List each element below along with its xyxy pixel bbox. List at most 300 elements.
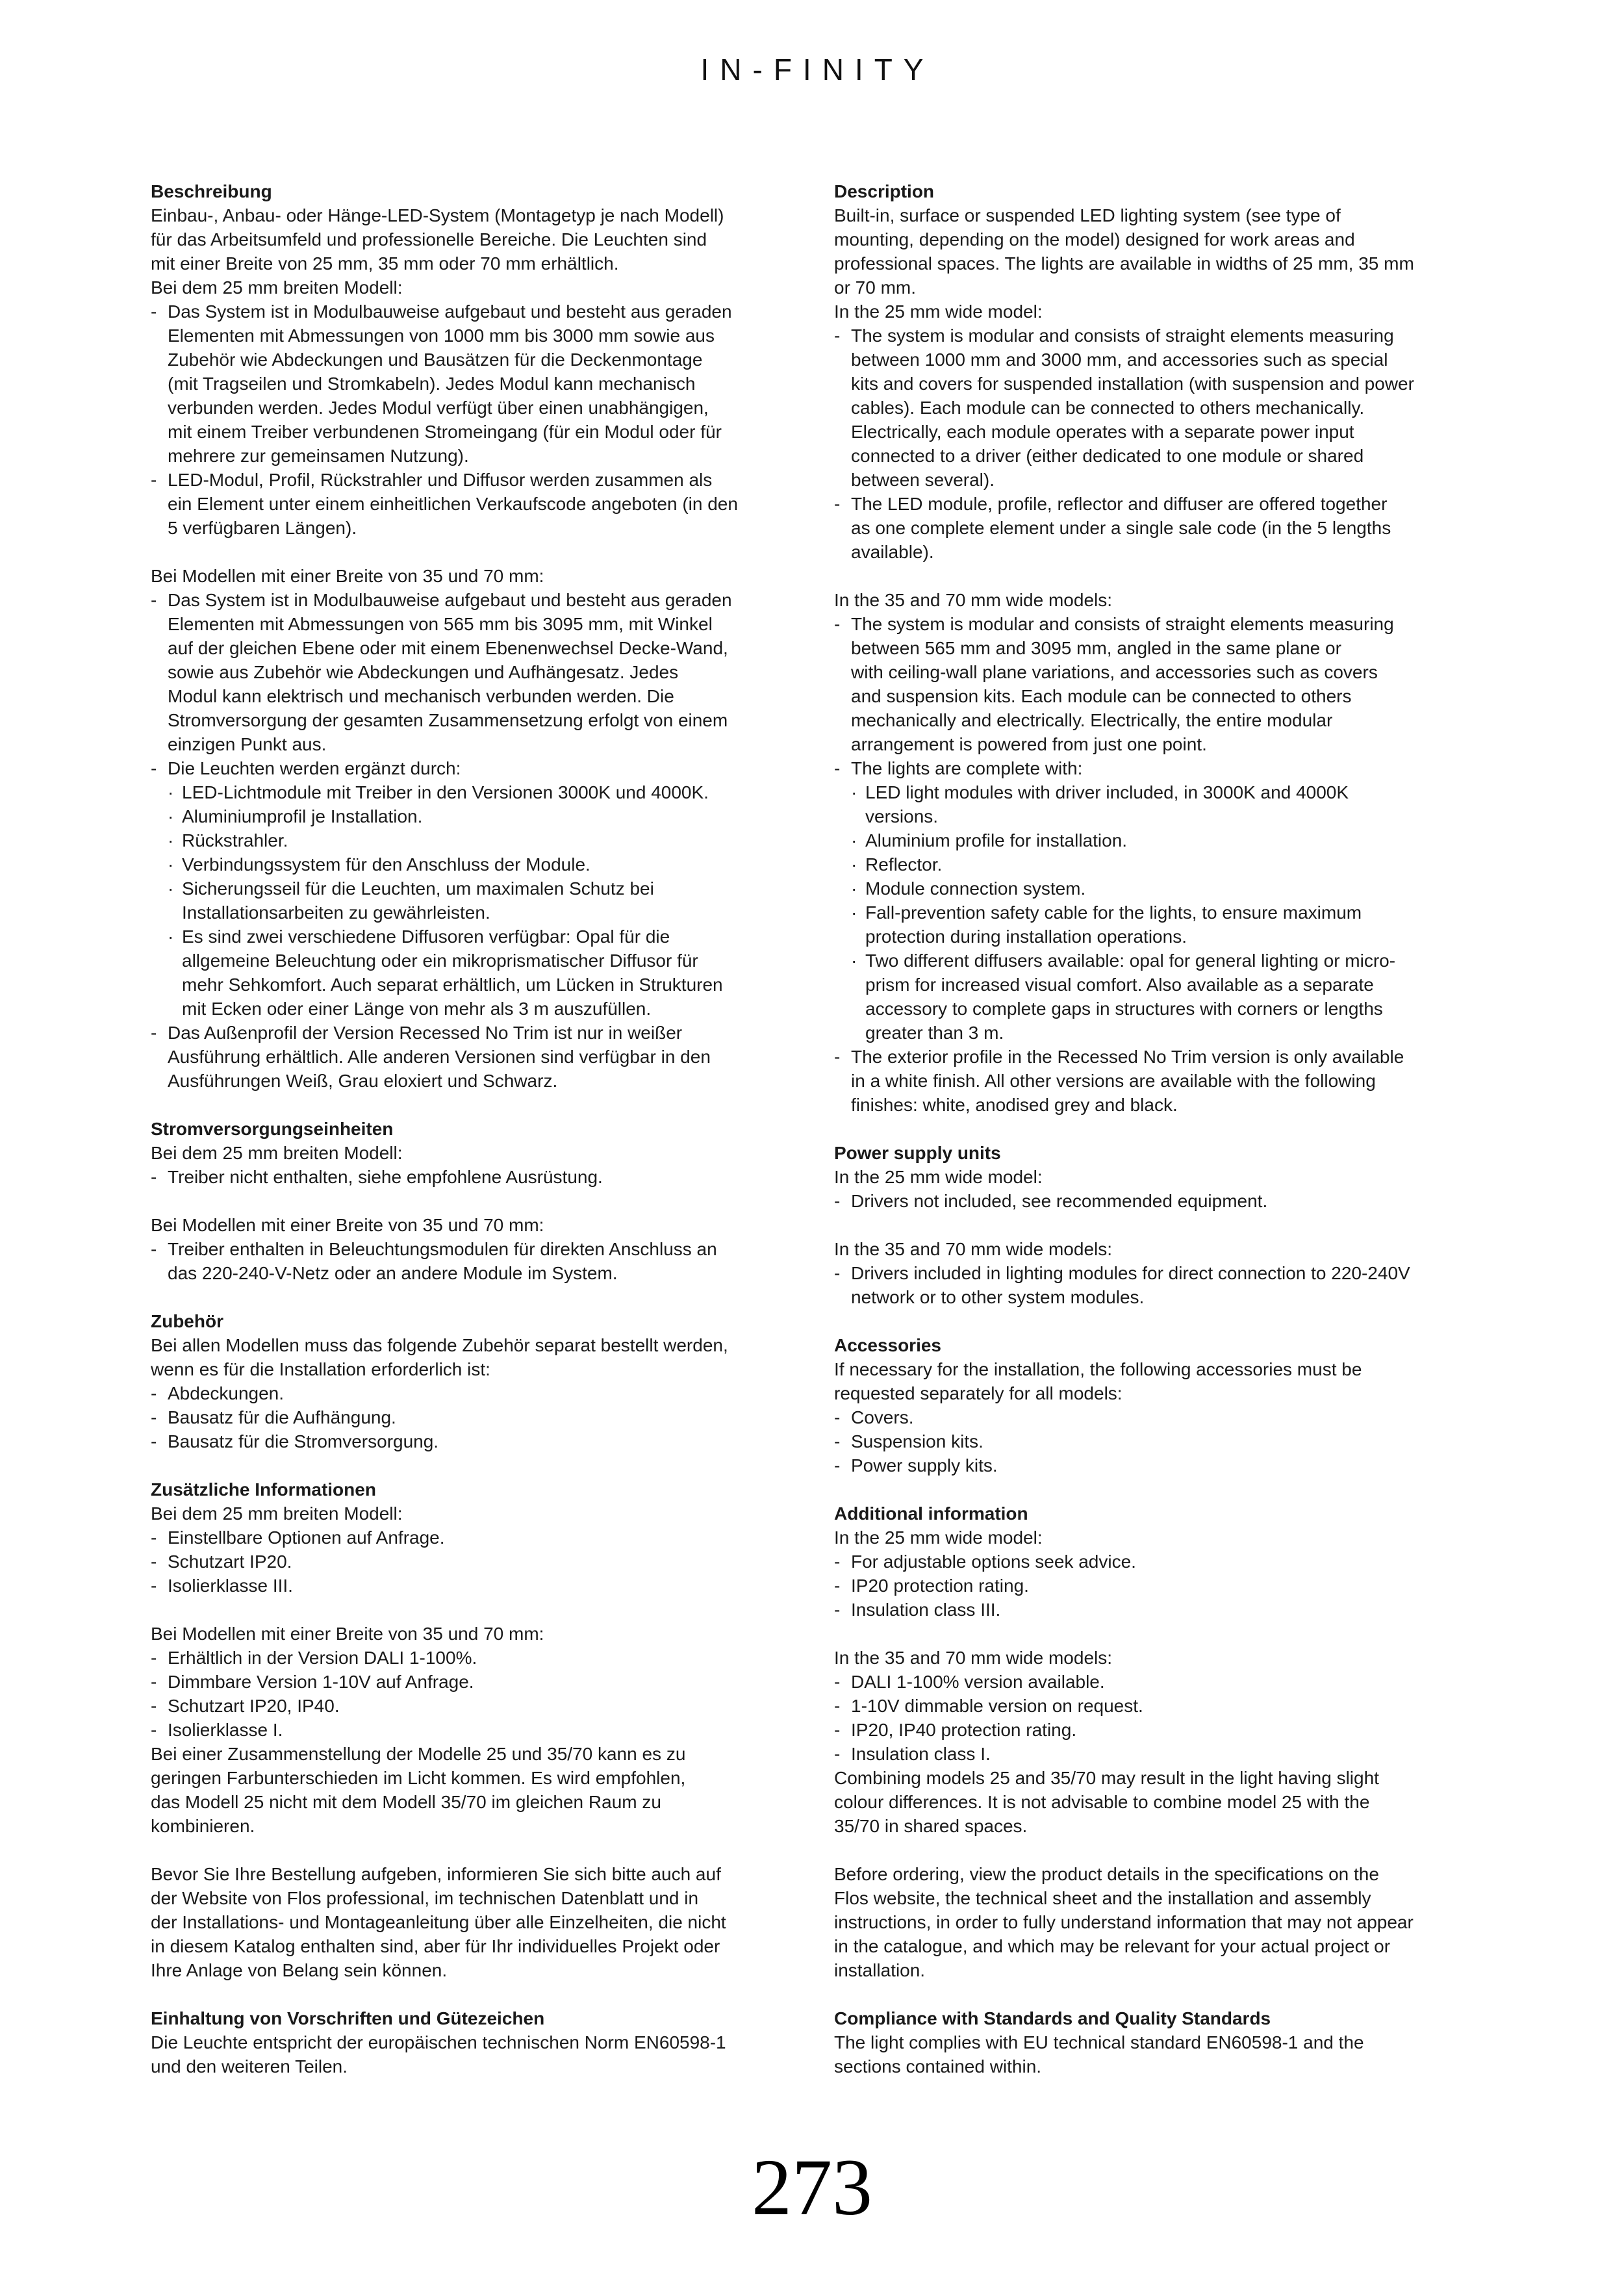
- dash-bullet-icon: -: [834, 614, 841, 634]
- paragraph-line: [151, 1910, 800, 1934]
- line-text: Abdeckungen.: [168, 1383, 285, 1403]
- line-text: accessory to complete gaps in structures with corners or lengths: [865, 999, 1383, 1019]
- line-text: between several).: [851, 470, 995, 490]
- bullet-continuation: [834, 660, 1484, 684]
- paragraph-line: [834, 1526, 1484, 1550]
- dash-bullet-icon: -: [834, 758, 841, 778]
- line-text: arrangement is powered from just one point.: [851, 734, 1207, 754]
- paragraph-line: [834, 1958, 1484, 1982]
- line-text: Das System ist in Modulbauweise aufgebaut und besteht aus geraden: [168, 590, 732, 610]
- dot-bullet-icon: ·: [168, 854, 174, 875]
- blank-line: [834, 1213, 1484, 1237]
- section-heading: [834, 1333, 1484, 1357]
- paragraph-line: [151, 1213, 800, 1237]
- dash-bullet-icon: -: [834, 1455, 841, 1476]
- section-heading: [151, 1477, 800, 1501]
- bullet-continuation: [151, 420, 800, 444]
- bullet-item: [834, 1189, 1484, 1213]
- line-text: Die Leuchte entspricht der europäischen technischen Norm EN60598-1: [151, 2032, 726, 2052]
- line-text: mehr Sehkomfort. Auch separat erhältlich, um Lücken in Strukturen: [182, 975, 723, 995]
- bullet-continuation: [151, 444, 800, 468]
- line-text: Fall-prevention safety cable for the lights, to ensure maximum: [865, 902, 1362, 923]
- sub-bullet-continuation: [834, 997, 1484, 1021]
- line-text: der Installations- und Montageanleitung über alle Einzelheiten, die nicht: [151, 1912, 726, 1932]
- blank-line: [151, 1093, 800, 1117]
- line-text: Built-in, surface or suspended LED lighting system (see type of: [834, 205, 1341, 225]
- line-text: In the 35 and 70 mm wide models:: [834, 590, 1113, 610]
- paragraph-line: [151, 1886, 800, 1910]
- line-text: protection during installation operations.: [865, 926, 1187, 947]
- line-text: Electrically, each module operates with a separate power input: [851, 422, 1354, 442]
- line-text: The lights are complete with:: [851, 758, 1083, 778]
- line-text: das Modell 25 nicht mit dem Modell 35/70 im gleichen Raum zu: [151, 1792, 661, 1812]
- line-text: connected to a driver (either dedicated to one module or shared: [851, 446, 1364, 466]
- paragraph-line: [834, 1790, 1484, 1814]
- bullet-continuation: [834, 444, 1484, 468]
- line-text: Power supply units: [834, 1143, 1001, 1163]
- bullet-item: [151, 1646, 800, 1670]
- line-text: In the 35 and 70 mm wide models:: [834, 1648, 1113, 1668]
- line-text: The exterior profile in the Recessed No Trim version is only available: [851, 1047, 1404, 1067]
- line-text: The system is modular and consists of straight elements measuring: [851, 614, 1394, 634]
- bullet-continuation: [834, 684, 1484, 708]
- sub-bullet-continuation: [834, 925, 1484, 949]
- paragraph-line: [834, 1910, 1484, 1934]
- bullet-continuation: [151, 732, 800, 756]
- bullet-item: [151, 1550, 800, 1574]
- dot-bullet-icon: ·: [851, 830, 857, 850]
- line-text: Two different diffusers available: opal for general lighting or micro-: [865, 951, 1396, 971]
- line-text: Drivers not included, see recommended equipment.: [851, 1191, 1268, 1211]
- dash-bullet-icon: -: [151, 1023, 157, 1043]
- paragraph-line: [151, 1814, 800, 1838]
- line-text: or 70 mm.: [834, 277, 917, 298]
- dot-bullet-icon: ·: [168, 806, 174, 826]
- line-text: in diesem Katalog enthalten sind, aber für Ihr individuelles Projekt oder: [151, 1936, 720, 1956]
- section-heading: [151, 1117, 800, 1141]
- line-text: colour differences. It is not advisable to combine model 25 with the: [834, 1792, 1370, 1812]
- line-text: Additional information: [834, 1503, 1028, 1524]
- bullet-item: [834, 1574, 1484, 1598]
- line-text: prism for increased visual comfort. Also available as a separate: [865, 975, 1374, 995]
- paragraph-line: [151, 251, 800, 275]
- bullet-continuation: [834, 372, 1484, 396]
- line-text: Verbindungssystem für den Anschluss der Module.: [182, 854, 590, 875]
- line-text: Rückstrahler.: [182, 830, 288, 850]
- paragraph-line: [151, 1333, 800, 1357]
- bullet-item: [834, 1261, 1484, 1285]
- bullet-item: [151, 1526, 800, 1550]
- line-text: Stromversorgung der gesamten Zusammensetzung erfolgt von einem: [168, 710, 728, 730]
- bullet-continuation: [834, 1285, 1484, 1309]
- dot-bullet-icon: ·: [851, 878, 857, 899]
- bullet-continuation: [151, 708, 800, 732]
- line-text: Das Außenprofil der Version Recessed No Trim ist nur in weißer: [168, 1023, 683, 1043]
- bullet-continuation: [834, 708, 1484, 732]
- line-text: mit einer Breite von 25 mm, 35 mm oder 70 mm erhältlich.: [151, 253, 619, 274]
- line-text: between 565 mm and 3095 mm, angled in the same plane or: [851, 638, 1341, 658]
- paragraph-line: [151, 1934, 800, 1958]
- blank-line: [151, 1189, 800, 1213]
- line-text: DALI 1-100% version available.: [851, 1672, 1105, 1692]
- line-text: mounting, depending on the model) designed for work areas and: [834, 229, 1355, 249]
- sub-bullet-item: [834, 901, 1484, 925]
- line-text: allgemeine Beleuchtung oder ein mikroprismatischer Diffusor für: [182, 951, 698, 971]
- bullet-continuation: [151, 396, 800, 420]
- bullet-continuation: [834, 1093, 1484, 1117]
- sub-bullet-continuation: [151, 901, 800, 925]
- line-text: Elementen mit Abmessungen von 1000 mm bis 3000 mm sowie aus: [168, 326, 715, 346]
- dash-bullet-icon: -: [151, 1407, 157, 1427]
- dash-bullet-icon: -: [834, 1720, 841, 1740]
- line-text: Before ordering, view the product details in the specifications on the: [834, 1864, 1379, 1884]
- dot-bullet-icon: ·: [851, 902, 857, 923]
- dot-bullet-icon: ·: [851, 951, 857, 971]
- line-text: with ceiling-wall plane variations, and accessories such as covers: [851, 662, 1378, 682]
- line-text: In the 25 mm wide model:: [834, 1527, 1043, 1548]
- line-text: Flos website, the technical sheet and the installation and assembly: [834, 1888, 1371, 1908]
- dot-bullet-icon: ·: [168, 878, 174, 899]
- line-text: Es sind zwei verschiedene Diffusoren verfügbar: Opal für die: [182, 926, 670, 947]
- paragraph-line: [834, 1646, 1484, 1670]
- dash-bullet-icon: -: [151, 1648, 157, 1668]
- bullet-continuation: [151, 612, 800, 636]
- dash-bullet-icon: -: [151, 1167, 157, 1187]
- paragraph-line: [151, 203, 800, 227]
- section-heading: [834, 1141, 1484, 1165]
- line-text: professional spaces. The lights are available in widths of 25 mm, 35 mm: [834, 253, 1414, 274]
- line-text: and suspension kits. Each module can be connected to others: [851, 686, 1352, 706]
- line-text: installation.: [834, 1960, 926, 1980]
- paragraph-line: [834, 1165, 1484, 1189]
- bullet-item: [834, 1694, 1484, 1718]
- bullet-item: [151, 468, 800, 492]
- line-text: Module connection system.: [865, 878, 1086, 899]
- line-text: Erhältlich in der Version DALI 1-100%.: [168, 1648, 477, 1668]
- sub-bullet-continuation: [151, 997, 800, 1021]
- paragraph-line: [151, 1958, 800, 1982]
- paragraph-line: [151, 1622, 800, 1646]
- line-text: IP20 protection rating.: [851, 1576, 1029, 1596]
- dash-bullet-icon: -: [834, 1263, 841, 1283]
- paragraph-line: [834, 1862, 1484, 1886]
- line-text: Einhaltung von Vorschriften und Gütezeichen: [151, 2008, 545, 2028]
- section-heading: [834, 2006, 1484, 2030]
- line-text: Einbau-, Anbau- oder Hänge-LED-System (Montagetyp je nach Modell): [151, 205, 724, 225]
- dash-bullet-icon: -: [834, 1047, 841, 1067]
- line-text: sections contained within.: [834, 2056, 1042, 2076]
- sub-bullet-item: [834, 780, 1484, 804]
- bullet-continuation: [151, 1045, 800, 1069]
- line-text: und den weiteren Teilen.: [151, 2056, 348, 2076]
- dash-bullet-icon: -: [151, 470, 157, 490]
- blank-line: [834, 1309, 1484, 1333]
- paragraph-line: [834, 1934, 1484, 1958]
- sub-bullet-item: [834, 852, 1484, 876]
- bullet-item: [834, 1670, 1484, 1694]
- dash-bullet-icon: -: [834, 1600, 841, 1620]
- bullet-continuation: [834, 732, 1484, 756]
- bullet-item: [151, 1381, 800, 1405]
- dash-bullet-icon: -: [151, 301, 157, 322]
- dash-bullet-icon: -: [834, 1552, 841, 1572]
- bullet-item: [151, 1574, 800, 1598]
- bullet-continuation: [151, 684, 800, 708]
- sub-bullet-item: [834, 828, 1484, 852]
- line-text: wenn es für die Installation erforderlich ist:: [151, 1359, 490, 1379]
- line-text: Treiber nicht enthalten, siehe empfohlene Ausrüstung.: [168, 1167, 603, 1187]
- section-heading: [834, 179, 1484, 203]
- line-text: Bei Modellen mit einer Breite von 35 und 70 mm:: [151, 1215, 544, 1235]
- dash-bullet-icon: -: [151, 1383, 157, 1403]
- dash-bullet-icon: -: [834, 494, 841, 514]
- dash-bullet-icon: -: [151, 1431, 157, 1451]
- sub-bullet-continuation: [834, 973, 1484, 997]
- line-text: Aluminium profile for installation.: [865, 830, 1128, 850]
- bullet-continuation: [834, 396, 1484, 420]
- line-text: requested separately for all models:: [834, 1383, 1123, 1403]
- line-text: Zusätzliche Informationen: [151, 1479, 376, 1500]
- line-text: Suspension kits.: [851, 1431, 983, 1451]
- bullet-item: [834, 324, 1484, 348]
- line-text: Description: [834, 181, 935, 201]
- line-text: (mit Tragseilen und Stromkabeln). Jedes Modul kann mechanisch: [168, 374, 696, 394]
- line-text: Dimmbare Version 1-10V auf Anfrage.: [168, 1672, 474, 1692]
- dash-bullet-icon: -: [834, 1191, 841, 1211]
- line-text: Modul kann elektrisch und mechanisch verbunden werden. Die: [168, 686, 674, 706]
- line-text: Bausatz für die Aufhängung.: [168, 1407, 396, 1427]
- page-number: 273: [752, 2143, 872, 2232]
- dash-bullet-icon: -: [834, 1744, 841, 1764]
- line-text: The system is modular and consists of straight elements measuring: [851, 326, 1394, 346]
- dash-bullet-icon: -: [151, 1696, 157, 1716]
- line-text: Schutzart IP20.: [168, 1552, 292, 1572]
- sub-bullet-item: [834, 949, 1484, 973]
- dash-bullet-icon: -: [151, 1576, 157, 1596]
- line-text: Beschreibung: [151, 181, 272, 201]
- line-text: Bausatz für die Stromversorgung.: [168, 1431, 439, 1451]
- line-text: greater than 3 m.: [865, 1023, 1004, 1043]
- paragraph-line: [151, 1862, 800, 1886]
- line-text: Bei dem 25 mm breiten Modell:: [151, 277, 403, 298]
- bullet-continuation: [834, 348, 1484, 372]
- paragraph-line: [151, 2054, 800, 2078]
- bullet-continuation: [151, 516, 800, 540]
- line-text: LED-Modul, Profil, Rückstrahler und Diffusor werden zusammen als: [168, 470, 713, 490]
- sub-bullet-continuation: [834, 1021, 1484, 1045]
- line-text: In the 25 mm wide model:: [834, 301, 1043, 322]
- bullet-continuation: [834, 516, 1484, 540]
- blank-line: [834, 1477, 1484, 1501]
- line-text: das 220-240-V-Netz oder an andere Module im System.: [168, 1263, 618, 1283]
- line-text: instructions, in order to fully understand information that may not appear: [834, 1912, 1414, 1932]
- paragraph-line: [834, 2054, 1484, 2078]
- line-text: Bevor Sie Ihre Bestellung aufgeben, informieren Sie sich bitte auch auf: [151, 1864, 721, 1884]
- paragraph-line: [151, 1501, 800, 1526]
- line-text: geringen Farbunterschieden im Licht kommen. Es wird empfohlen,: [151, 1768, 686, 1788]
- section-heading: [151, 179, 800, 203]
- paragraph-line: [151, 1742, 800, 1766]
- bullet-continuation: [151, 372, 800, 396]
- brand-title: IN-FINITY: [700, 53, 935, 86]
- paragraph-line: [834, 251, 1484, 275]
- line-text: in the catalogue, and which may be relevant for your actual project or: [834, 1936, 1391, 1956]
- line-text: LED-Lichtmodule mit Treiber in den Versionen 3000K und 4000K.: [182, 782, 709, 802]
- bullet-continuation: [151, 348, 800, 372]
- bullet-item: [151, 1021, 800, 1045]
- line-text: Isolierklasse III.: [168, 1576, 293, 1596]
- bullet-item: [834, 1550, 1484, 1574]
- bullet-item: [151, 1670, 800, 1694]
- dash-bullet-icon: -: [834, 1696, 841, 1716]
- blank-line: [151, 1838, 800, 1862]
- line-text: 1-10V dimmable version on request.: [851, 1696, 1143, 1716]
- line-text: 5 verfügbaren Längen).: [168, 518, 357, 538]
- line-text: versions.: [865, 806, 939, 826]
- bullet-continuation: [151, 1261, 800, 1285]
- line-text: Insulation class I.: [851, 1744, 991, 1764]
- sub-bullet-item: [151, 852, 800, 876]
- bullet-item: [834, 1429, 1484, 1453]
- line-text: Bei einer Zusammenstellung der Modelle 25 und 35/70 kann es zu: [151, 1744, 686, 1764]
- dash-bullet-icon: -: [151, 1527, 157, 1548]
- bullet-item: [151, 300, 800, 324]
- paragraph-line: [834, 203, 1484, 227]
- line-text: mit einem Treiber verbundenen Stromeingang (für ein Modul oder für: [168, 422, 722, 442]
- line-text: verbunden werden. Jedes Modul verfügt über einen unabhängigen,: [168, 398, 709, 418]
- line-text: In the 25 mm wide model:: [834, 1167, 1043, 1187]
- line-text: Insulation class III.: [851, 1600, 1001, 1620]
- line-text: 35/70 in shared spaces.: [834, 1816, 1028, 1836]
- bullet-continuation: [834, 1069, 1484, 1093]
- line-text: Stromversorgungseinheiten: [151, 1119, 394, 1139]
- paragraph-line: [834, 1814, 1484, 1838]
- line-text: Zubehör: [151, 1311, 223, 1331]
- bullet-continuation: [151, 660, 800, 684]
- paragraph-line: [151, 1141, 800, 1165]
- line-text: Zubehör wie Abdeckungen und Bausätzen für die Deckenmontage: [168, 350, 703, 370]
- line-text: für das Arbeitsumfeld und professionelle Bereiche. Die Leuchten sind: [151, 229, 707, 249]
- bullet-item: [151, 1429, 800, 1453]
- bullet-continuation: [834, 420, 1484, 444]
- paragraph-line: [151, 564, 800, 588]
- dot-bullet-icon: ·: [168, 782, 174, 802]
- bullet-continuation: [151, 324, 800, 348]
- line-text: In the 35 and 70 mm wide models:: [834, 1239, 1113, 1259]
- bullet-item: [151, 1405, 800, 1429]
- dash-bullet-icon: -: [834, 1407, 841, 1427]
- dot-bullet-icon: ·: [168, 926, 174, 947]
- line-text: Covers.: [851, 1407, 914, 1427]
- bullet-continuation: [834, 636, 1484, 660]
- line-text: kombinieren.: [151, 1816, 255, 1836]
- paragraph-line: [834, 1357, 1484, 1381]
- paragraph-line: [834, 2030, 1484, 2054]
- line-text: The LED module, profile, reflector and diffuser are offered together: [851, 494, 1388, 514]
- blank-line: [151, 540, 800, 564]
- bullet-item: [834, 1598, 1484, 1622]
- line-text: Reflector.: [865, 854, 943, 875]
- german-column: [151, 179, 800, 2078]
- line-text: Ausführungen Weiß, Grau eloxiert und Schwarz.: [168, 1071, 558, 1091]
- line-text: cables). Each module can be connected to others mechanically.: [851, 398, 1365, 418]
- line-text: Bei allen Modellen muss das folgende Zubehör separat bestellt werden,: [151, 1335, 728, 1355]
- dash-bullet-icon: -: [834, 1576, 841, 1596]
- bullet-item: [834, 1045, 1484, 1069]
- section-heading: [834, 1501, 1484, 1526]
- line-text: Ausführung erhältlich. Alle anderen Versionen sind verfügbar in den: [168, 1047, 711, 1067]
- line-text: If necessary for the installation, the following accessories must be: [834, 1359, 1362, 1379]
- sub-bullet-item: [151, 828, 800, 852]
- line-text: finishes: white, anodised grey and black.: [851, 1095, 1178, 1115]
- bullet-item: [834, 756, 1484, 780]
- bullet-continuation: [151, 1069, 800, 1093]
- english-column: [834, 179, 1484, 2078]
- line-text: Einstellbare Optionen auf Anfrage.: [168, 1527, 445, 1548]
- blank-line: [151, 1982, 800, 2006]
- line-text: auf der gleichen Ebene oder mit einem Ebenenwechsel Decke-Wand,: [168, 638, 728, 658]
- dot-bullet-icon: ·: [168, 830, 174, 850]
- bullet-item: [151, 1718, 800, 1742]
- line-text: Installationsarbeiten zu gewährleisten.: [182, 902, 490, 923]
- line-text: Bei dem 25 mm breiten Modell:: [151, 1143, 403, 1163]
- bullet-item: [834, 1405, 1484, 1429]
- bullet-item: [834, 612, 1484, 636]
- bullet-item: [151, 1237, 800, 1261]
- paragraph-line: [151, 2030, 800, 2054]
- blank-line: [834, 1117, 1484, 1141]
- line-text: LED light modules with driver included, in 3000K and 4000K: [865, 782, 1349, 802]
- line-text: Elementen mit Abmessungen von 565 mm bis 3095 mm, mit Winkel: [168, 614, 713, 634]
- line-text: Bei Modellen mit einer Breite von 35 und 70 mm:: [151, 566, 544, 586]
- line-text: mechanically and electrically. Electrically, the entire modular: [851, 710, 1333, 730]
- line-text: Schutzart IP20, IP40.: [168, 1696, 340, 1716]
- dash-bullet-icon: -: [834, 1431, 841, 1451]
- sub-bullet-item: [151, 876, 800, 901]
- section-heading: [151, 2006, 800, 2030]
- blank-line: [834, 564, 1484, 588]
- paragraph-line: [151, 275, 800, 300]
- blank-line: [834, 1838, 1484, 1862]
- dot-bullet-icon: ·: [851, 854, 857, 875]
- dash-bullet-icon: -: [151, 1552, 157, 1572]
- paragraph-line: [151, 1357, 800, 1381]
- line-text: sowie aus Zubehör wie Abdeckungen und Aufhängesatz. Jedes: [168, 662, 679, 682]
- line-text: available).: [851, 542, 934, 562]
- paragraph-line: [834, 300, 1484, 324]
- line-text: Bei dem 25 mm breiten Modell:: [151, 1503, 403, 1524]
- line-text: Ihre Anlage von Belang sein können.: [151, 1960, 448, 1980]
- line-text: The light complies with EU technical standard EN60598-1 and the: [834, 2032, 1364, 2052]
- section-heading: [151, 1309, 800, 1333]
- sub-bullet-continuation: [151, 973, 800, 997]
- blank-line: [151, 1453, 800, 1477]
- blank-line: [834, 1622, 1484, 1646]
- paragraph-line: [834, 1766, 1484, 1790]
- sub-bullet-item: [151, 804, 800, 828]
- line-text: Die Leuchten werden ergänzt durch:: [168, 758, 461, 778]
- paragraph-line: [151, 1766, 800, 1790]
- bullet-item: [151, 1165, 800, 1189]
- dash-bullet-icon: -: [151, 1720, 157, 1740]
- dash-bullet-icon: -: [834, 1672, 841, 1692]
- dash-bullet-icon: -: [834, 326, 841, 346]
- paragraph-line: [151, 1790, 800, 1814]
- paragraph-line: [151, 227, 800, 251]
- bullet-item: [151, 588, 800, 612]
- dot-bullet-icon: ·: [851, 782, 857, 802]
- blank-line: [834, 1982, 1484, 2006]
